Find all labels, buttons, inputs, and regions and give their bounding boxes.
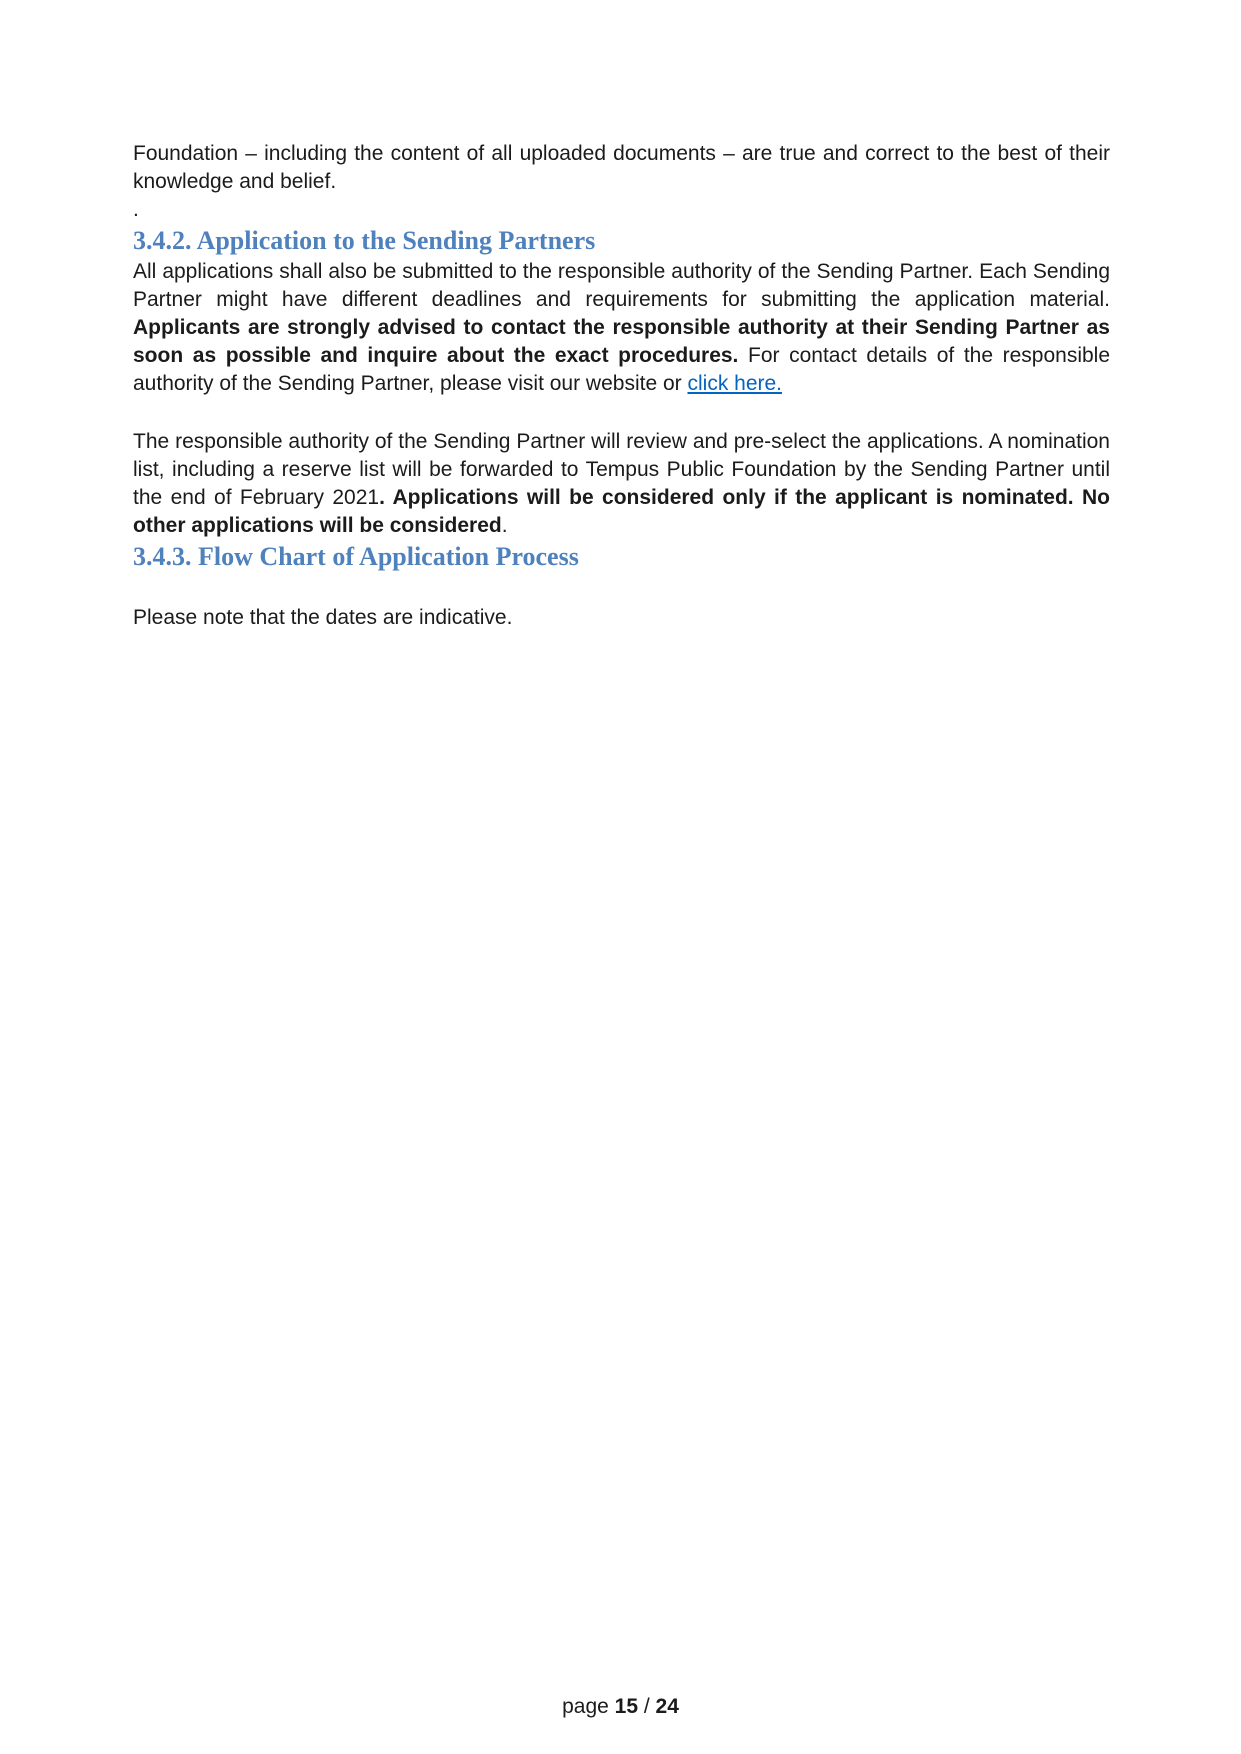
page-content — [0, 0, 1241, 632]
paragraph-text-regular: . — [501, 514, 508, 537]
paragraph-text-regular: For contact details of the responsible authority of the Sending Partner, please visit our website or — [133, 344, 1111, 395]
paragraph-text-regular: All applications shall also be submitted to the responsible authority of the Sending Partner. Each Sending Partner might have different deadlines and requirements for submitting the application material. — [133, 260, 1110, 311]
footer-separator: / — [638, 1695, 656, 1718]
click-here-link[interactable]: click here. — [687, 372, 783, 395]
paragraph-text-regular: The responsible authority of the Sending Partner will review and pre-select the applications. A nomination list, including a reserve list will be forwarded to Tempus Public Foundation by the Sending Partner until the end of February 2021 — [133, 430, 1110, 509]
footer-page-label: page — [562, 1695, 615, 1718]
paragraph-dates-indicative: Please note that the dates are indicative. — [133, 606, 513, 629]
paragraph-application-submission — [133, 258, 1110, 398]
page-footer — [0, 1693, 1241, 1721]
paragraph-text-bold-advice: Applicants are strongly advised to contact the responsible authority at their Sending Partner as soon as possible and inquire about the exact procedures. — [133, 316, 1110, 367]
heading-3-4-2-application-to-sending-partners: 3.4.2. Application to the Sending Partners — [133, 226, 596, 255]
heading-3-4-3-flow-chart: 3.4.3. Flow Chart of Application Process — [133, 542, 579, 571]
paragraph-nomination-list — [133, 428, 1110, 540]
footer-page-number: 15 — [614, 1695, 639, 1718]
paragraph-text-bold-consideration: . Applications will be considered only if the applicant is nominated. No other applications will be considered — [133, 486, 1110, 537]
footer-page-total: 24 — [655, 1695, 679, 1718]
stray-period: . — [133, 198, 139, 221]
intro-paragraph: Foundation – including the content of all uploaded documents – are true and correct to the best of their knowledge and belief. — [133, 142, 1110, 193]
